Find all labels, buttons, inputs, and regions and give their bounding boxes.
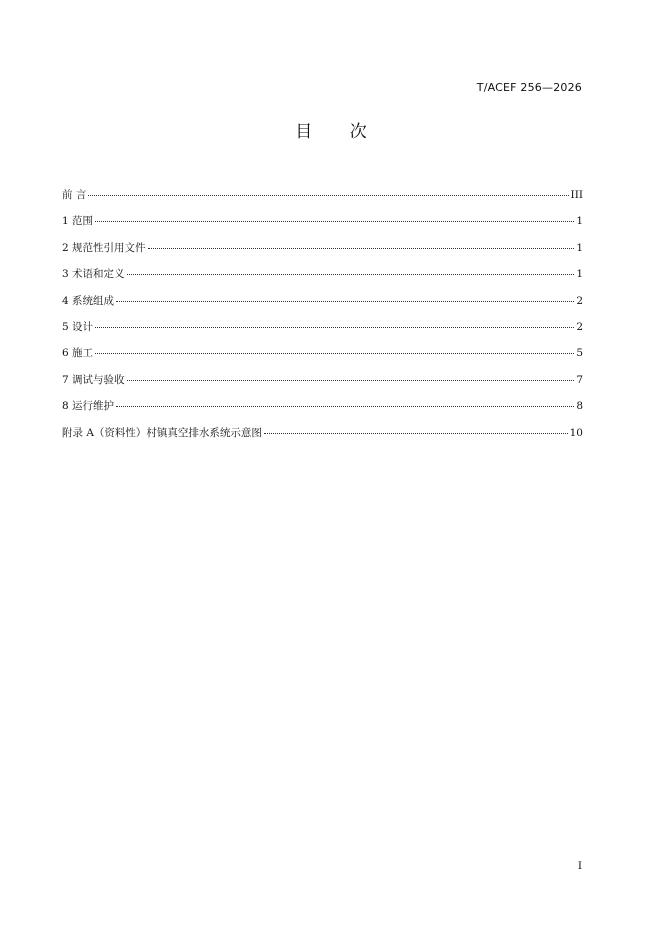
toc-entry-operation-maintenance[interactable] [62,399,583,425]
toc-entry-label: 3 术语和定义 [62,268,125,281]
toc-leader-dots [88,195,568,196]
toc-entry-label: 6 施工 [62,347,94,360]
toc-leader-dots [127,274,575,275]
toc-entry-design[interactable] [62,320,583,346]
toc-leader-dots [127,380,575,381]
toc-entry-page: 1 [576,215,583,228]
toc-entry-page: III [570,189,583,201]
document-code: T/ACEF 256—2026 [476,81,582,94]
toc-leader-dots [148,248,575,249]
toc-leader-dots [116,406,574,407]
toc-leader-dots [95,221,574,222]
table-of-contents [62,188,583,452]
toc-entry-page: 2 [576,320,583,333]
toc-entry-commissioning-acceptance[interactable] [62,373,583,399]
toc-entry-page: 7 [576,373,583,386]
toc-entry-label: 附录 A（资料性）村镇真空排水系统示意图 [62,426,262,439]
toc-entry-label: 1 范围 [62,215,94,228]
toc-entry-label: 4 系统组成 [62,294,115,307]
toc-entry-label: 2 规范性引用文件 [62,241,146,254]
toc-leader-dots [95,353,574,354]
toc-entry-page: 10 [569,426,583,439]
toc-entry-page: 5 [576,347,583,360]
toc-entry-scope[interactable] [62,214,583,240]
toc-entry-page: 1 [576,241,583,254]
toc-leader-dots [264,433,568,434]
toc-entry-label: 5 设计 [62,320,94,333]
toc-entry-construction[interactable] [62,346,583,372]
toc-entry-system-composition[interactable] [62,294,583,320]
toc-leader-dots [95,327,574,328]
toc-entry-label: 8 运行维护 [62,400,115,413]
toc-entry-label: 7 调试与验收 [62,373,125,386]
toc-leader-dots [116,301,574,302]
toc-entry-appendix-a[interactable] [62,426,583,452]
toc-entry-foreword[interactable] [62,188,583,214]
toc-entry-page: 1 [576,268,583,281]
toc-entry-terms-definitions[interactable] [62,267,583,293]
toc-entry-normative-references[interactable] [62,241,583,267]
toc-entry-page: 8 [576,400,583,413]
page-title: 目 次 [295,122,383,142]
page-number: I [577,860,582,872]
toc-entry-label: 前 言 [62,189,87,201]
toc-entry-page: 2 [576,294,583,307]
